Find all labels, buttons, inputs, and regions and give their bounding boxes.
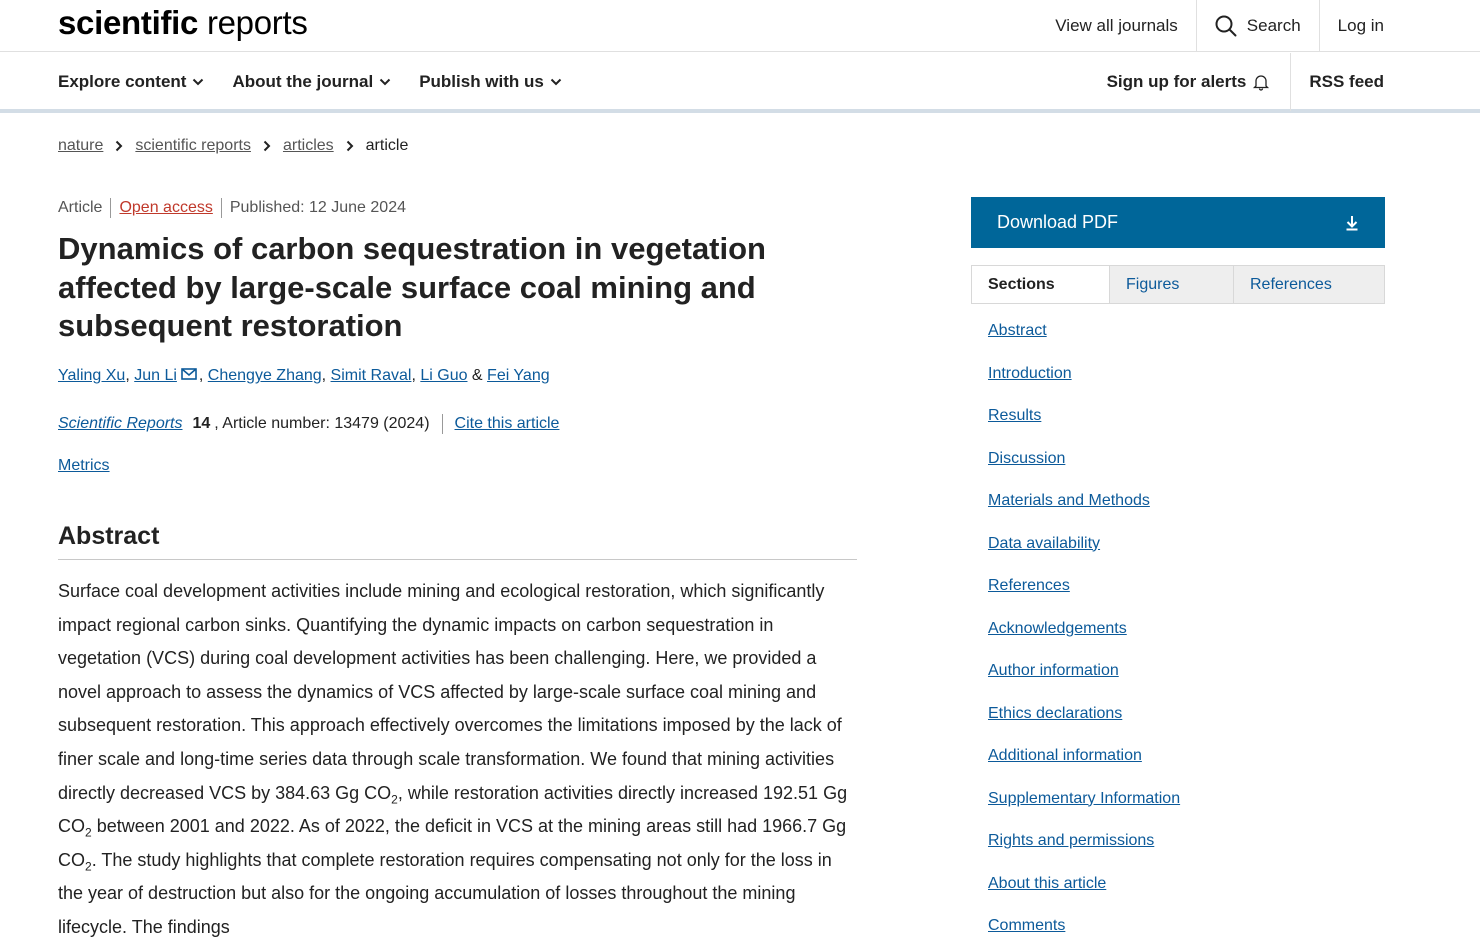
list-item xyxy=(988,407,1180,450)
breadcrumb-current: article xyxy=(365,137,409,154)
nav-explore-content[interactable] xyxy=(58,72,204,92)
subscript-2: 2 xyxy=(85,859,92,874)
abstract-part-1: Surface coal development activities include mining and ecological restoration, which significantly impact regional carbon sinks. Quantifying the dynamic impacts on carbon sequestration in vegetation (VCS) during coal development activities has been challenging. Here, we provided a novel approach to assess the dynamics of VCS affected by large-scale surface coal mining and subsequent restoration. This approach effectively overcomes the limitations imposed by the lack of finer scale and long-time series data through scale transformation. We found that mining activities directly decreased VCS by 384.63 Gg CO xyxy=(58,581,842,803)
abstract-heading: Abstract xyxy=(58,522,857,560)
chevron-down-icon xyxy=(550,78,562,86)
tab-sections[interactable]: Sections xyxy=(972,266,1109,303)
nav-explore-label: Explore content xyxy=(58,72,187,91)
citation-line xyxy=(58,414,559,434)
section-link-author-information[interactable]: Author information xyxy=(988,662,1119,679)
sign-up-alerts-link[interactable] xyxy=(1107,53,1292,111)
author-separator: , xyxy=(411,367,421,384)
author-link[interactable]: Yaling Xu xyxy=(58,367,126,384)
list-item xyxy=(988,322,1180,365)
nav-actions xyxy=(1107,53,1384,111)
top-bar xyxy=(0,0,1480,52)
section-link-discussion[interactable]: Discussion xyxy=(988,449,1066,467)
article-type: Article xyxy=(58,199,103,216)
author-and: & xyxy=(467,367,488,384)
download-pdf-button[interactable] xyxy=(971,197,1385,248)
section-link-references[interactable]: References xyxy=(988,577,1070,594)
logo-bold: scientific xyxy=(58,4,199,41)
chevron-right-icon xyxy=(115,140,123,152)
journal-link[interactable]: Scientific Reports xyxy=(58,415,183,432)
subscript-2: 2 xyxy=(85,825,92,840)
chevron-right-icon xyxy=(263,140,271,152)
section-link-introduction[interactable]: Introduction xyxy=(988,364,1072,382)
article-title: Dynamics of carbon sequestration in vegetation affected by large-scale surface coal mining and subsequent restoration xyxy=(58,231,766,343)
breadcrumb-scientific-reports[interactable]: scientific reports xyxy=(135,137,251,154)
search-label: Search xyxy=(1246,16,1301,35)
section-link-abstract[interactable]: Abstract xyxy=(988,322,1047,339)
list-item xyxy=(988,365,1180,408)
list-item xyxy=(988,577,1180,620)
volume-number: 14 xyxy=(192,415,211,432)
rss-feed-link[interactable]: RSS feed xyxy=(1309,72,1384,91)
nav-publish-with-us[interactable] xyxy=(419,72,562,92)
abstract-part-2: , while restoration activities directly increased 192.51 Gg CO xyxy=(58,782,848,837)
author-separator: , xyxy=(198,367,208,384)
abstract-part-3: between 2001 and 2022. As of 2022, the deficit in VCS at the mining areas still had 1966.7 Gg CO xyxy=(58,816,847,870)
nav-bar xyxy=(0,53,1480,113)
subscript-2: 2 xyxy=(391,792,398,807)
section-link-comments[interactable]: Comments xyxy=(988,917,1066,934)
tab-figures[interactable]: Figures xyxy=(1109,266,1233,303)
abstract-part-4: . The study highlights that complete restoration requires compensating not only for the loss in the year of destruction but also for the ongoing accumulation of losses throughout the mining lifecycle. The findings xyxy=(58,849,832,937)
chevron-down-icon xyxy=(379,78,391,86)
list-item xyxy=(988,875,1180,918)
list-item xyxy=(988,790,1180,833)
section-link-acknowledgements[interactable]: Acknowledgements xyxy=(988,619,1127,637)
site-logo[interactable] xyxy=(58,4,308,42)
author-link[interactable]: Li Guo xyxy=(420,367,468,384)
nav-about-journal[interactable] xyxy=(232,72,391,92)
meta-divider xyxy=(110,198,111,218)
section-link-data-availability[interactable]: Data availability xyxy=(988,534,1101,552)
list-item xyxy=(988,662,1180,705)
author-link[interactable]: Fei Yang xyxy=(487,367,550,384)
open-access-link[interactable]: Open access xyxy=(119,199,213,216)
list-item xyxy=(988,620,1180,663)
breadcrumb-articles[interactable]: articles xyxy=(282,137,334,154)
section-list xyxy=(988,322,1180,949)
list-item xyxy=(988,450,1180,493)
article-meta xyxy=(58,198,406,218)
download-pdf-label: Download PDF xyxy=(997,212,1119,232)
author-link[interactable]: Simit Raval xyxy=(330,367,412,384)
list-item xyxy=(988,917,1180,949)
list-item xyxy=(988,747,1180,790)
list-item xyxy=(988,705,1180,748)
chevron-right-icon xyxy=(346,140,354,152)
author-link[interactable]: Chengye Zhang xyxy=(207,367,322,384)
breadcrumb xyxy=(58,137,408,155)
login-link[interactable]: Log in xyxy=(1319,0,1480,52)
bell-icon xyxy=(1252,73,1270,91)
section-link-results[interactable]: Results xyxy=(988,407,1042,424)
nav-menu xyxy=(58,53,590,111)
search-button[interactable] xyxy=(1196,0,1319,52)
sidebar-tabs xyxy=(971,265,1385,304)
logo-light: reports xyxy=(206,4,308,41)
author-link[interactable]: Jun Li xyxy=(134,367,177,384)
download-icon xyxy=(1345,215,1359,231)
section-link-additional-information[interactable]: Additional information xyxy=(988,747,1142,764)
list-item xyxy=(988,492,1180,535)
section-link-supplementary-information[interactable]: Supplementary Information xyxy=(988,789,1181,807)
cite-article-link[interactable]: Cite this article xyxy=(454,415,560,432)
section-link-ethics-declarations[interactable]: Ethics declarations xyxy=(988,704,1123,722)
metrics-link[interactable]: Metrics xyxy=(58,457,110,474)
author-list xyxy=(58,367,550,385)
abstract-text xyxy=(58,575,858,945)
section-link-materials-methods[interactable]: Materials and Methods xyxy=(988,492,1150,509)
section-link-rights-permissions[interactable]: Rights and permissions xyxy=(988,832,1155,849)
list-item xyxy=(988,832,1180,875)
search-icon xyxy=(1215,15,1237,37)
meta-divider xyxy=(221,198,222,218)
nav-about-label: About the journal xyxy=(232,72,374,91)
published-date: Published: 12 June 2024 xyxy=(229,199,406,216)
alerts-label: Sign up for alerts xyxy=(1106,72,1247,91)
mail-icon[interactable] xyxy=(181,367,197,385)
author-separator: , xyxy=(125,367,135,384)
tab-references[interactable]: References xyxy=(1233,266,1384,303)
breadcrumb-nature[interactable]: nature xyxy=(58,137,104,154)
chevron-down-icon xyxy=(192,78,204,86)
list-item xyxy=(988,535,1180,578)
top-actions xyxy=(1037,0,1480,52)
nav-publish-label: Publish with us xyxy=(419,72,544,91)
article-number: , Article number: 13479 (2024) xyxy=(214,415,430,432)
citation-divider xyxy=(442,414,443,434)
author-separator: , xyxy=(321,367,331,384)
section-link-about-article[interactable]: About this article xyxy=(988,874,1107,892)
view-all-journals-link[interactable]: View all journals xyxy=(1055,16,1178,35)
